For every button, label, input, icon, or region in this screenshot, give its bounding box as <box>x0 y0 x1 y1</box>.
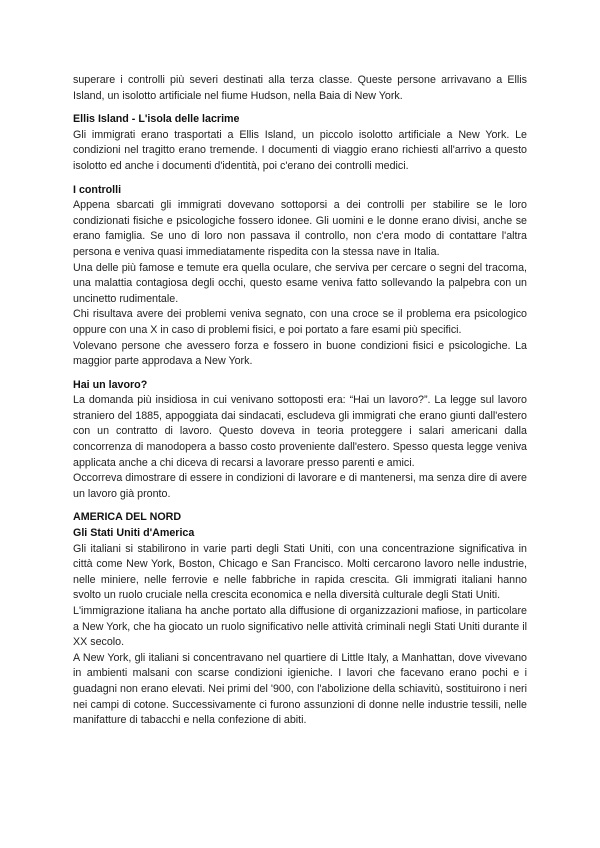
controlli-paragraph: Appena sbarcati gli immigrati dovevano sottoporsi a dei controlli per stabilire se le loro condizionati fisiche e psicologiche fossero idonee. Gli uomini e le donne erano divisi, anche se erano famiglia. Se uno di loro non passava il controllo, non c'era modo di contattare l'altra persona e veniva quasi immediatamente rispedita con la stessa nave in Italia. <box>73 199 527 258</box>
lavoro-paragraph: Occorreva dimostrare di essere in condizioni di lavorare e di mantenersi, ma senza dire di avere un lavoro già pronto. <box>73 472 527 500</box>
america-paragraph: Gli italiani si stabilirono in varie parti degli Stati Uniti, con una concentrazione significativa in città come New York, Boston, Chicago e San Francisco. Molti cercarono lavoro nelle industrie, nelle miniere, nelle ferrovie e nelle fabbriche in rapida crescita. Gli immigrati italiani hanno svolto un ruolo cruciale nella crescita economica e nella diversità culturale degli Stati Uniti. <box>73 542 527 602</box>
controlli-paragraph: Una delle più famose e temute era quella oculare, che serviva per cercare o segni del tracoma, una malattia contagiosa degli occhi, questo esame veniva fatto sollevando la palpebra con un uncinetto rudimentale. <box>73 261 527 305</box>
section-heading-ellis-island: Ellis Island - L'isola delle lacrime <box>73 113 240 126</box>
section-heading-america-del-nord: AMERICA DEL NORD <box>73 511 182 524</box>
ellis-paragraph: Gli immigrati erano trasportati a Ellis Island, un piccolo isolotto artificiale a New York. Le condizioni nel tragitto erano tremende. I documenti di viaggio erano richiesti all'arrivo a questo isolotto ed anche i documenti d'identità, poi c'erano dei controlli medici. <box>73 128 527 172</box>
controlli-paragraph: Volevano persone che avessero forza e fossero in buone condizioni fisici e psicologiche. La maggior parte approdava a New York. <box>73 339 527 368</box>
section-heading-hai-un-lavoro: Hai un lavoro? <box>73 378 148 391</box>
document-body <box>73 73 527 729</box>
america-paragraph: L'immigrazione italiana ha anche portato alla diffusione di organizzazioni mafiose, in particolare a New York, che ha giocato un ruolo significativo nelle attività criminali negli Stati Uniti durante il XX secolo. <box>73 605 527 649</box>
lavoro-paragraph: La domanda più insidiosa in cui venivano sottoposti era: “Hai un lavoro?”. La legge sul lavoro straniero del 1885, appoggiata dai sindacati, escludeva gli immigrati che erano giunti dall'estero con un contratto di lavoro. Questo doveva in teoria proteggere i salari americani dalla concorrenza di manodopera a basso costo proveniente dall'estero. Spesso questa legge veniva applicata anche a chi diceva di recarsi a lavorare presso parenti e amici. <box>73 394 527 469</box>
controlli-paragraph: Chi risultava avere dei problemi veniva segnato, con una croce se il problema era psicologico oppure con una X in caso di problemi fisici, e poi portato a fare esami più specifici. <box>73 308 527 336</box>
subheading-stati-uniti: Gli Stati Uniti d'America <box>73 527 195 540</box>
intro-paragraph: superare i controlli più severi destinati alla terza classe. Queste persone arrivavano a Ellis Island, un isolotto artificiale nel fiume Hudson, nella Baia di New York. <box>73 74 527 102</box>
america-paragraph: A New York, gli italiani si concentravano nel quartiere di Little Italy, a Manhattan, dove vivevano in ambienti malsani con scarse condizioni igieniche. I lavori che facevano erano pochi e i guadagni non erano elevati. Nei primi del '900, con l'abolizione della schiavitù, sostituirono i neri nei campi di cotone. Successivamente ci furono assunzioni di donne nelle industrie tessili, nelle manifatture di tabacchi e nella confezione di abiti. <box>73 651 527 727</box>
section-heading-controlli: I controlli <box>73 183 122 196</box>
